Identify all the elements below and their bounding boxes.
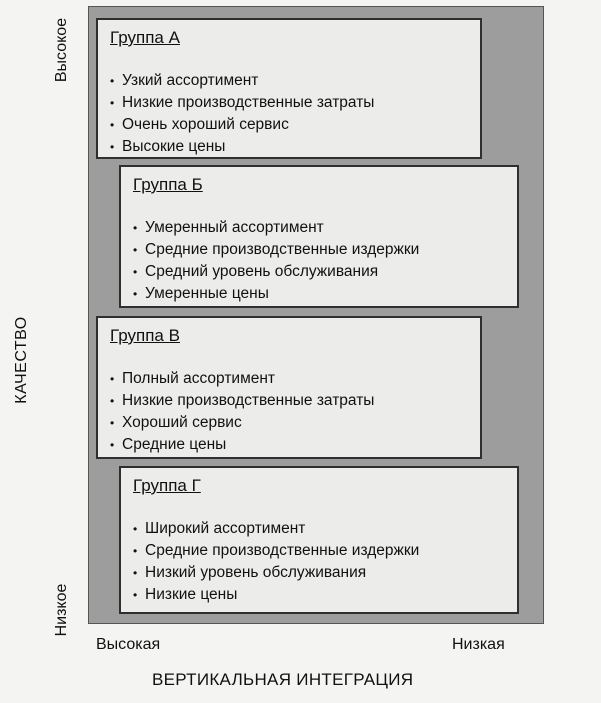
group-v-item: • Средние цены (110, 434, 470, 456)
group-g-list (133, 518, 507, 606)
group-g-item: • Низкие цены (133, 584, 507, 606)
group-b-item: • Средние производственные издержки (133, 239, 507, 261)
group-v-item: • Полный ассортимент (110, 368, 470, 390)
group-v-list (110, 368, 470, 456)
group-b-item: • Умеренные цены (133, 283, 507, 305)
group-b-list (133, 217, 507, 305)
group-a-box (96, 18, 482, 159)
group-b-box (119, 165, 519, 308)
group-g-box (119, 466, 519, 614)
group-a-item: • Узкий ассортимент (110, 70, 470, 92)
group-b-title: Группа Б (133, 175, 203, 194)
y-axis-label: КАЧЕСТВО (13, 316, 30, 404)
group-g-title: Группа Г (133, 476, 201, 495)
group-v-title: Группа В (110, 326, 180, 345)
y-axis-low-label: Низкое (53, 583, 70, 637)
x-axis-low-label: Низкая (452, 636, 505, 653)
group-a-title: Группа А (110, 28, 180, 47)
x-axis-high-label: Высокая (96, 636, 161, 653)
group-v-box (96, 316, 482, 459)
group-v-item: • Хороший сервис (110, 412, 470, 434)
group-g-item: • Низкий уровень обслуживания (133, 562, 507, 584)
group-a-item: • Очень хороший сервис (110, 114, 470, 136)
group-a-list (110, 70, 470, 158)
group-a-item: • Низкие производственные затраты (110, 92, 470, 114)
group-g-item: • Широкий ассортимент (133, 518, 507, 540)
group-g-item: • Средние производственные издержки (133, 540, 507, 562)
x-axis-label: ВЕРТИКАЛЬНАЯ ИНТЕГРАЦИЯ (152, 670, 414, 689)
group-v-item: • Низкие производственные затраты (110, 390, 470, 412)
y-axis-high-label: Высокое (53, 17, 70, 83)
group-a-item: • Высокие цены (110, 136, 470, 158)
group-b-item: • Средний уровень обслуживания (133, 261, 507, 283)
group-b-item: • Умеренный ассортимент (133, 217, 507, 239)
